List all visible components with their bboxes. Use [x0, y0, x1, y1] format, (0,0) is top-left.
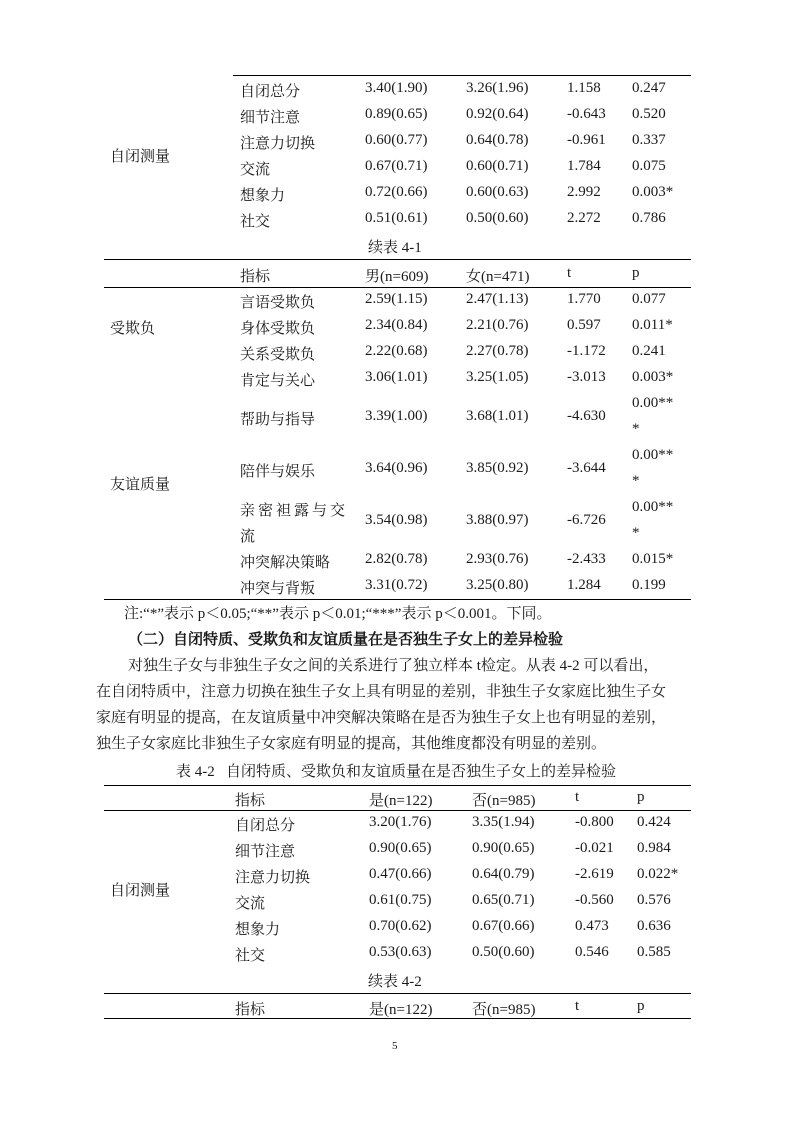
- row-t: -2.433: [567, 551, 606, 567]
- row-t: -0.961: [567, 132, 606, 148]
- row-label: 冲突与背叛: [240, 581, 316, 597]
- row-female: 3.25(1.05): [466, 369, 529, 385]
- paragraph-line: 独生子女家庭比非独生子女家庭有明显的提高，其他维度都没有明显的差别。: [96, 736, 607, 752]
- row-female: 2.21(0.76): [466, 317, 529, 333]
- header-p: p: [637, 789, 645, 805]
- row-no: 0.65(0.71): [472, 892, 535, 908]
- table1-top-rule: [233, 75, 691, 76]
- row-p: 0.520: [632, 106, 666, 122]
- row-t: -2.619: [575, 866, 614, 882]
- row-male: 2.34(0.84): [365, 317, 428, 333]
- row-male: 3.06(1.01): [365, 369, 428, 385]
- row-no: 3.35(1.94): [472, 814, 535, 830]
- table1-header-rule: [104, 287, 691, 288]
- row-t: 1.784: [567, 158, 601, 174]
- row-p-line1: 0.00**: [632, 395, 674, 411]
- header-no: 否(n=985): [472, 1002, 536, 1018]
- row-t: 2.992: [567, 184, 601, 200]
- row-label: 身体受欺负: [240, 321, 316, 337]
- row-p: 0.636: [637, 918, 671, 934]
- row-t: -3.644: [567, 460, 606, 476]
- header-indicator: 指标: [235, 793, 266, 809]
- row-p: 0.003*: [632, 369, 674, 385]
- row-male: 0.67(0.71): [365, 158, 428, 174]
- row-female: 3.88(0.97): [466, 512, 529, 528]
- paragraph-line: 家庭有明显的提高，在友谊质量中冲突解决策略在是否为独生子女上也有明显的差别，: [96, 710, 667, 726]
- row-female: 2.27(0.78): [466, 343, 529, 359]
- row-p: 0.984: [637, 840, 671, 856]
- row-male: 2.22(0.68): [365, 343, 428, 359]
- row-no: 0.90(0.65): [472, 840, 535, 856]
- row-label: 自闭总分: [235, 818, 296, 834]
- table2-caption: 表 4-2 自闭特质、受欺负和友谊质量在是否独生子女上的差异检验: [176, 764, 616, 780]
- row-label-line2: 流: [240, 529, 256, 545]
- row-label: 想象力: [235, 922, 281, 938]
- row-label-line1: 亲密袒露与交: [240, 503, 349, 519]
- header-t: t: [567, 265, 572, 281]
- row-p: 0.786: [632, 210, 666, 226]
- row-p: 0.247: [632, 80, 666, 96]
- row-yes: 0.90(0.65): [369, 840, 432, 856]
- row-t: -0.560: [575, 892, 614, 908]
- row-p: 0.241: [632, 343, 666, 359]
- table2-cont-top-rule: [104, 993, 691, 994]
- table2-top-rule: [104, 785, 691, 786]
- row-male: 2.59(1.15): [365, 291, 428, 307]
- row-female: 3.85(0.92): [466, 460, 529, 476]
- row-t: -1.172: [567, 343, 606, 359]
- row-p: 0.199: [632, 577, 666, 593]
- row-t: -6.726: [567, 512, 606, 528]
- row-yes: 0.70(0.62): [369, 918, 432, 934]
- header-t: t: [575, 789, 580, 805]
- row-p-line1: 0.00**: [632, 499, 674, 515]
- row-male: 0.51(0.61): [365, 210, 428, 226]
- row-male: 3.40(1.90): [365, 80, 428, 96]
- table2-header-rule: [104, 810, 691, 811]
- row-label: 自闭总分: [240, 84, 301, 100]
- row-t: 1.158: [567, 80, 601, 96]
- row-t: 1.284: [567, 577, 601, 593]
- paragraph-line: 对独生子女与非独生子女之间的关系进行了独立样本 t检定。从表 4-2 可以看出，: [128, 658, 659, 674]
- paragraph-line: 在自闭特质中，注意力切换在独生子女上具有明显的差别，非独生子女家庭比独生子女: [96, 684, 667, 700]
- row-p: 0.003*: [632, 184, 674, 200]
- row-female: 0.60(0.71): [466, 158, 529, 174]
- row-t: -0.800: [575, 814, 614, 830]
- row-p: 0.075: [632, 158, 666, 174]
- row-label: 注意力切换: [235, 870, 311, 886]
- row-label: 交流: [240, 162, 271, 178]
- header-yes: 是(n=122): [369, 793, 433, 809]
- row-t: 1.770: [567, 291, 601, 307]
- table1-bottom-rule: [104, 599, 691, 600]
- row-t: 2.272: [567, 210, 601, 226]
- table1-group-bully: 受欺负: [110, 321, 156, 337]
- table-note: 注:“*”表示 p＜0.05;“**”表示 p＜0.01;“***”表示 p＜0.001。下同。: [124, 606, 552, 622]
- row-p: 0.015*: [632, 551, 674, 567]
- row-no: 0.67(0.66): [472, 918, 535, 934]
- row-male: 3.39(1.00): [365, 408, 428, 424]
- row-female: 3.25(0.80): [466, 577, 529, 593]
- header-p: p: [637, 998, 645, 1014]
- row-label: 想象力: [240, 188, 286, 204]
- row-female: 0.92(0.64): [466, 106, 529, 122]
- table1-group-autism: 自闭测量: [110, 149, 171, 165]
- row-p: 0.576: [637, 892, 671, 908]
- table2-continued-caption: 续表 4-2: [368, 974, 422, 990]
- row-male: 0.89(0.65): [365, 106, 428, 122]
- row-female: 2.47(1.13): [466, 291, 529, 307]
- row-t: 0.546: [575, 944, 609, 960]
- table1-part2-top-rule: [104, 259, 691, 260]
- row-t: -3.013: [567, 369, 606, 385]
- row-p: 0.424: [637, 814, 671, 830]
- row-female: 2.93(0.76): [466, 551, 529, 567]
- row-p: 0.337: [632, 132, 666, 148]
- page-number: 5: [392, 1040, 398, 1052]
- row-p-line1: 0.00**: [632, 447, 674, 463]
- header-p: p: [632, 265, 640, 281]
- row-male: 3.54(0.98): [365, 512, 428, 528]
- row-female: 3.26(1.96): [466, 80, 529, 96]
- header-male: 男(n=609): [365, 269, 429, 285]
- row-p: 0.011*: [632, 317, 673, 333]
- header-yes: 是(n=122): [369, 1002, 433, 1018]
- row-female: 0.50(0.60): [466, 210, 529, 226]
- row-p-line2: *: [632, 525, 640, 541]
- row-t: -4.630: [567, 408, 606, 424]
- header-female: 女(n=471): [466, 269, 530, 285]
- row-label: 细节注意: [240, 110, 301, 126]
- row-male: 3.31(0.72): [365, 577, 428, 593]
- row-no: 0.50(0.60): [472, 944, 535, 960]
- row-label: 社交: [240, 214, 271, 230]
- header-t: t: [575, 998, 580, 1014]
- row-label: 关系受欺负: [240, 347, 316, 363]
- row-label: 言语受欺负: [240, 295, 316, 311]
- row-p: 0.022*: [637, 866, 679, 882]
- table1-continued-caption: 续表 4-1: [368, 240, 422, 256]
- row-label: 交流: [235, 896, 266, 912]
- header-indicator: 指标: [240, 269, 271, 285]
- row-label: 细节注意: [235, 844, 296, 860]
- row-female: 0.64(0.78): [466, 132, 529, 148]
- row-yes: 0.53(0.63): [369, 944, 432, 960]
- section-heading: （二）自闭特质、受欺负和友谊质量在是否独生子女上的差异检验: [128, 632, 564, 648]
- table2-group-autism: 自闭测量: [110, 883, 171, 899]
- row-p-line2: *: [632, 421, 640, 437]
- row-label: 社交: [235, 948, 266, 964]
- row-yes: 3.20(1.76): [369, 814, 432, 830]
- row-label: 陪伴与娱乐: [240, 464, 316, 480]
- row-female: 3.68(1.01): [466, 408, 529, 424]
- table2-cont-header-rule: [104, 1018, 691, 1019]
- row-label: 注意力切换: [240, 136, 316, 152]
- header-indicator: 指标: [235, 1002, 266, 1018]
- row-yes: 0.61(0.75): [369, 892, 432, 908]
- row-p: 0.585: [637, 944, 671, 960]
- row-male: 2.82(0.78): [365, 551, 428, 567]
- row-label: 帮助与指导: [240, 412, 316, 428]
- row-p: 0.077: [632, 291, 666, 307]
- row-male: 3.64(0.96): [365, 460, 428, 476]
- row-male: 0.72(0.66): [365, 184, 428, 200]
- row-t: 0.473: [575, 918, 609, 934]
- row-label: 肯定与关心: [240, 373, 316, 389]
- row-t: -0.021: [575, 840, 614, 856]
- row-female: 0.60(0.63): [466, 184, 529, 200]
- header-no: 否(n=985): [472, 793, 536, 809]
- row-male: 0.60(0.77): [365, 132, 428, 148]
- row-p-line2: *: [632, 473, 640, 489]
- row-t: -0.643: [567, 106, 606, 122]
- row-no: 0.64(0.79): [472, 866, 535, 882]
- row-label: 冲突解决策略: [240, 555, 331, 571]
- row-t: 0.597: [567, 317, 601, 333]
- row-yes: 0.47(0.66): [369, 866, 432, 882]
- table1-group-friend: 友谊质量: [110, 477, 171, 493]
